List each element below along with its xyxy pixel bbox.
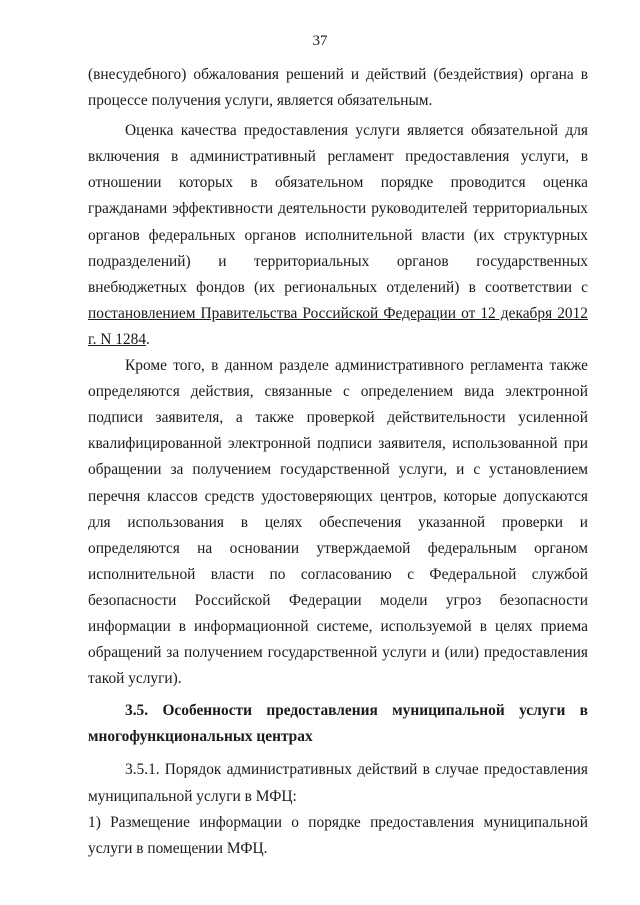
list-item-1: 1) Размещение информации о порядке предоставления муниципальной услуги в помещении МФЦ.	[88, 813, 588, 857]
paragraph-quality-assessment-end: .	[146, 330, 150, 348]
document-body	[88, 62, 588, 862]
paragraph-electronic-signature: Кроме того, в данном разделе административного регламента также определяются действия, связанные с определением вида электронной подписи заявителя, а также проверкой действительности усиленной квалифицированной электронной подписи заявителя, использованной при обращении за получением государственной услуги, и с установлением перечня классов средств удостоверяющих центров, которые допускаются для использования в целях обеспечения указанной проверки и определяются на основании утверждаемой федеральным органом исполнительной власти по согласованию с Федеральной службой безопасности Российской Федерации модели угроз безопасности информации в информационной системе, используемой в целях приема обращений за получением государственной услуги и (или) предоставления такой услуги).	[88, 357, 588, 688]
paragraph-3-5-1: 3.5.1. Порядок административных действий в случае предоставления муниципальной услуги в МФЦ:	[88, 761, 588, 805]
page-number: 37	[312, 33, 328, 49]
paragraph-quality-assessment	[88, 118, 588, 353]
section-heading-3-5: 3.5. Особенности предоставления муниципальной услуги в многофункциональных центрах	[88, 702, 588, 746]
paragraph-quality-assessment-text: Оценка качества предоставления услуги является обязательной для включения в административный регламент предоставления услуги, в отношении которых в обязательном порядке проводится оценка гражданами эффективности деятельности руководителей территориальных органов федеральных органов исполнительной власти (их структурных подразделений) и территориальных органов государственных внебюджетных фондов (их региональных отделений) в соответствии с	[88, 122, 588, 296]
paragraph-appeal-continuation: (внесудебного) обжалования решений и действий (бездействия) органа в процессе получения услуги, является обязательным.	[88, 66, 588, 110]
government-decree-link[interactable]: постановлением Правительства Российской Федерации от 12 декабря 2012 г. N 1284	[88, 304, 588, 348]
